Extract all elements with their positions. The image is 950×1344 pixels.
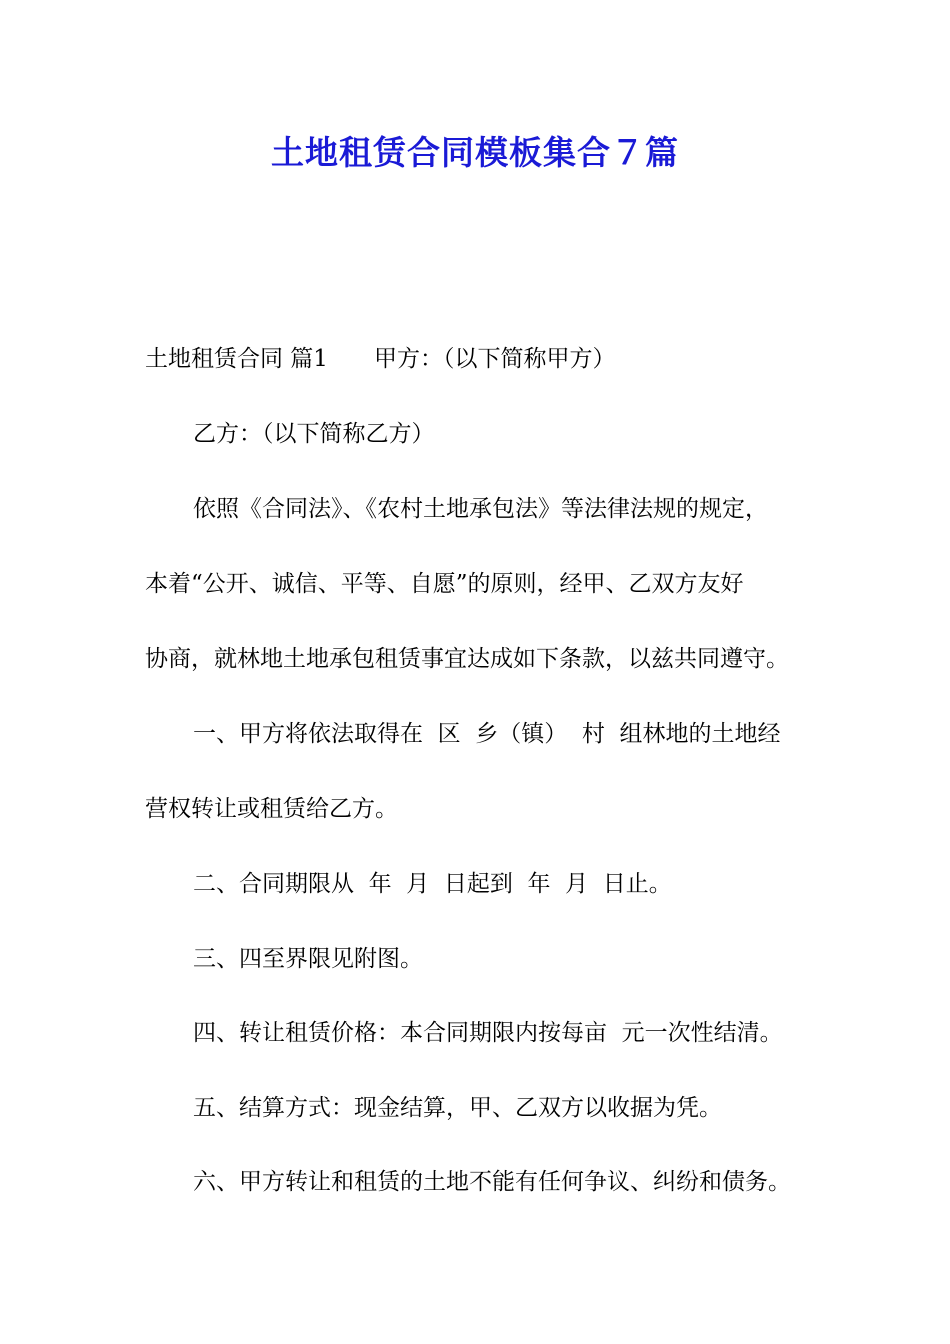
party-a-line: 甲方：（以下简称甲方） <box>373 346 616 372</box>
paragraph-line: 协商，就林地土地承包租赁事宜达成如下条款，以兹共同遵守。 <box>145 646 789 672</box>
clause-1-line: 营权转让或租赁给乙方。 <box>145 796 398 822</box>
section-heading: 土地租赁合同 篇1 <box>145 346 328 372</box>
paragraph-line: 依照《合同法》、《农村土地承包法》等法律法规的规定， <box>193 496 768 522</box>
clause-4-line: 四、转让租赁价格：本合同期限内按每亩 元一次性结清。 <box>193 1020 783 1046</box>
section-heading-line <box>145 344 825 374</box>
clause-3-line: 三、四至界限见附图。 <box>193 946 423 972</box>
document-title: 土地租赁合同模板集合７篇 <box>271 133 679 172</box>
clause-1-line: 一、甲方将依法取得在 区 乡（镇） 村 组林地的土地经 <box>193 721 781 747</box>
clause-5-line: 五、结算方式：现金结算，甲、乙双方以收据为凭。 <box>193 1095 722 1121</box>
clause-6-line: 六、甲方转让和租赁的土地不能有任何争议、纠纷和债务。 <box>193 1169 791 1195</box>
clause-2-line: 二、合同期限从 年 月 日起到 年 月 日止。 <box>193 871 672 897</box>
paragraph-line: 本着“公开、诚信、平等、自愿”的原则，经甲、乙双方友好 <box>145 571 744 597</box>
party-b-line: 乙方：（以下简称乙方） <box>193 421 435 447</box>
